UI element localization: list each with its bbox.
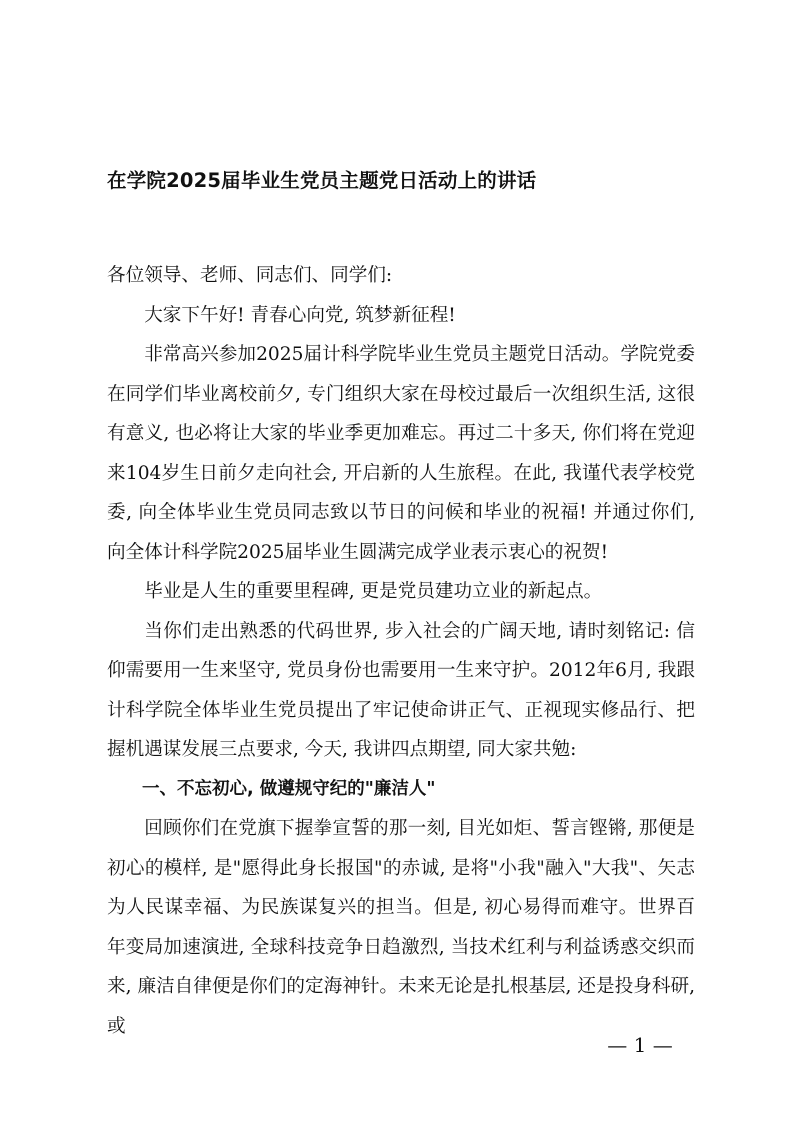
document-body <box>107 256 695 1046</box>
page-number: — 1 — <box>607 1033 673 1057</box>
paragraph-milestone: 毕业是人生的重要里程碑, 更是党员建功立业的新起点。 <box>144 581 603 602</box>
section-paragraph-1: 回顾你们在党旗下握拳宣誓的那一刻, 目光如炬、誓言铿锵, 那便是初心的模样, 是"愿得此身长报国"的赤诚, 是将"小我"融入"大我"、矢志为人民谋幸福、为民族谋复兴的担当。但是, 初心易得而难守。世界百年变局加速演进, 全球科技竞争日趋激烈, 当技术红利与利益诱惑交织而来, 廉洁自律便是你们的定海神针。未来无论是扎根基层, 还是投身科研, 或 <box>107 818 695 1037</box>
section-heading-1: 一、不忘初心, 做遵规守纪的"廉洁人" <box>142 778 436 799</box>
paragraph-greeting: 大家下午好! 青春心向党, 筑梦新征程! <box>144 304 456 326</box>
paragraph-opening: 非常高兴参加2025届计科学院毕业生党员主题党日活动。学院党委在同学们毕业离校前夕, 专门组织大家在母校过最后一次组织生活, 这很有意义, 也必将让大家的毕业季更加难忘。再过二十多天, 你们将在党迎来104岁生日前夕走向社会, 开启新的人生旅程。在此, 我谨代表学校党委, 向全体毕业生党员同志致以节日的问候和毕业的祝福! 并通过你们, 向全体计科学院2025届毕业生圆满完成学业表示衷心的祝贺! <box>107 344 695 563</box>
salutation: 各位领导、老师、同志们、同学们: <box>107 265 393 286</box>
document-title: 在学院2025届毕业生党员主题党日活动上的讲话 <box>107 169 537 192</box>
paragraph-expectations: 当你们走出熟悉的代码世界, 步入社会的广阔天地, 请时刻铭记: 信仰需要用一生来坚守, 党员身份也需要用一生来守护。2012年6月, 我跟计科学院全体毕业生党员提出了牢记使命讲正气、正视现实修品行、把握机遇谋发展三点要求, 今天, 我讲四点期望, 同大家共勉: <box>107 620 695 760</box>
